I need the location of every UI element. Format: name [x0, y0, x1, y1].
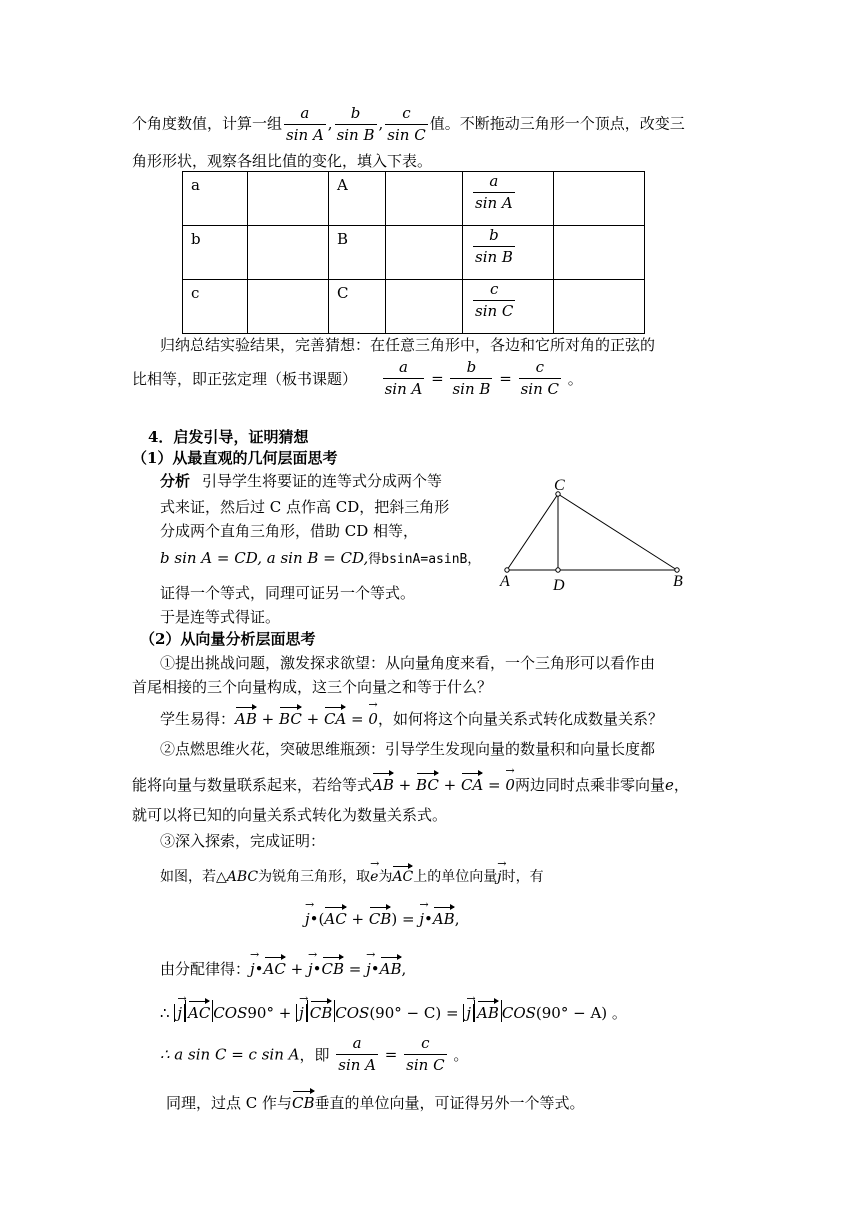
- analysis-line3: 分成两个直角三角形，借助 CD 相等，: [160, 522, 419, 540]
- fraction-b-sinB: $\frac{b}{\text{sin B}}$: [452, 358, 491, 398]
- cell-empty[interactable]: [386, 172, 463, 226]
- vector-BC: BC: [279, 706, 302, 728]
- vector-AB: AB: [235, 706, 257, 728]
- vector-e: → e: [370, 869, 378, 885]
- analysis-line1: 分析 引导学生将要证的连等式分成两个等: [160, 472, 443, 490]
- section-title: 4．启发引导，证明猜想: [148, 428, 309, 446]
- label-B: B: [673, 573, 683, 590]
- p1-line2: 首尾相接的三个向量构成，这三个向量之和等于什么？: [132, 678, 493, 696]
- table-row: [183, 280, 645, 334]
- analysis-line2: 式来证，然后过 C 点作高 CD，把斜三角形: [160, 498, 450, 516]
- p3-line: ③深入探索，完成证明：: [160, 832, 326, 850]
- table-row: [183, 172, 645, 226]
- last-line: 同理，过点 C 作与CB垂直的单位向量，可证得另外一个等式。: [166, 1090, 585, 1113]
- cell-angle: B: [329, 226, 386, 280]
- side-CB: [558, 494, 677, 570]
- triangle-figure: [495, 470, 695, 600]
- ratio-table: [182, 171, 645, 334]
- cell-empty[interactable]: [248, 226, 329, 280]
- zero-vector: → 0: [505, 776, 515, 794]
- cell-angle: A: [329, 172, 386, 226]
- label-A: A: [500, 573, 510, 590]
- zero-vector: → 0: [368, 710, 378, 728]
- para2-line2: 比相等，即正弦定理（板书课题） $\frac{a}{\text{sin A}}$ = $\frac{b}{\text{sin B}}$ = $\frac{c}{\text{sin C}}$ 。: [132, 358, 583, 398]
- cell-side: c: [183, 280, 248, 334]
- analysis-formula: b sin A = CD, a sin B = CD,得bsinA=asinB，: [160, 549, 481, 567]
- label-D: D: [553, 577, 565, 594]
- side-AC: [507, 494, 558, 570]
- cell-ratio: $\frac{b}{\text{sin B}}$: [463, 226, 554, 280]
- cell-ratio: $\frac{a}{\text{sin A}}$: [463, 172, 554, 226]
- cell-angle: C: [329, 280, 386, 334]
- label-C: C: [554, 477, 565, 494]
- cell-empty[interactable]: [248, 280, 329, 334]
- result-line: ∴ a sin C = c sin A，即 $\frac{a}{\text{sin A}}$ = $\frac{c}{\text{sin C}}$ 。: [160, 1034, 469, 1074]
- vector-j: → j: [497, 869, 501, 885]
- p2-line3: 就可以将已知的向量关系式转化为数量关系式。: [132, 806, 448, 824]
- analysis-line5: 证得一个等式，同理可证另一个等式。: [160, 584, 416, 602]
- vector-AB: AB: [372, 772, 394, 794]
- cell-empty[interactable]: [386, 226, 463, 280]
- cosine-line: ∴ → j AC COS90° + → j CB COS(90° − C) = → j AB COS(90° − A) 。: [160, 1000, 627, 1023]
- table-row: [183, 226, 645, 280]
- figure-statement: 如图，若△ABC为锐角三角形，取→ e为AC上的单位向量→ j时，有: [160, 865, 544, 886]
- vector-CA: CA: [461, 772, 483, 794]
- p1-line1: ①提出挑战问题，激发探求欲望：从向量角度来看，一个三角形可以看作由: [160, 654, 656, 672]
- fraction-c-sinC: $\frac{c}{\text{sin C}}$: [387, 104, 426, 144]
- text: 个角度数值，计算一组: [132, 114, 283, 133]
- easy-line: 学生易得：AB + BC + CA = → 0，如何将这个向量关系式转化成数量关系？: [160, 706, 663, 729]
- subsection-2: （2）从向量分析层面思考: [140, 630, 316, 648]
- cell-empty[interactable]: [554, 226, 645, 280]
- analysis-line6: 于是连等式得证。: [160, 608, 281, 626]
- cell-side: b: [183, 226, 248, 280]
- fraction-a-sinA: $\frac{a}{\text{sin A}}$: [286, 104, 324, 144]
- vector-CB: CB: [292, 1090, 315, 1112]
- fraction-b-sinB: $\frac{b}{\text{sin B}}$: [336, 104, 375, 144]
- vector-AC: AC: [392, 865, 413, 885]
- para1-line2: 角形形状，观察各组比值的变化，填入下表。: [132, 152, 433, 170]
- vector-CA: CA: [324, 706, 346, 728]
- fraction-a-sinA: $\frac{a}{\text{sin A}}$: [384, 358, 423, 398]
- text: 值。不断拖动三角形一个顶点，改变三: [429, 114, 685, 133]
- fraction-c-sinC: $\frac{c}{\text{sin C}}$: [520, 358, 559, 398]
- cell-side: a: [183, 172, 248, 226]
- cell-empty[interactable]: [386, 280, 463, 334]
- fraction-a-sinA: $\frac{a}{\text{sin A}}$: [338, 1034, 377, 1074]
- distributive-line: 由分配律得：→ j•AC + → j•CB = → j•AB,: [160, 956, 406, 979]
- vertex-B: [675, 568, 679, 572]
- cell-empty[interactable]: [554, 280, 645, 334]
- p2-line2: 能将向量与数量联系起来，若给等式AB + BC + CA = → 0两边同时点乘非零向量e，: [132, 772, 689, 795]
- vertex-A: [505, 568, 509, 572]
- fraction-c-sinC: $\frac{c}{\text{sin C}}$: [406, 1034, 445, 1074]
- p2-line1: ②点燃思维火花，突破思维瓶颈：引导学生发现向量的数量积和向量长度都: [160, 740, 656, 758]
- equation-1: → j•(AC + CB) = → j•AB,: [305, 906, 459, 928]
- vertex-D: [556, 568, 560, 572]
- cell-ratio: $\frac{c}{\text{sin C}}$: [463, 280, 554, 334]
- subsection-1: （1）从最直观的几何层面思考: [132, 449, 338, 467]
- para1-line1: 个角度数值，计算一组 $\frac{a}{\text{sin A}}$ , $\frac{b}{\text{sin B}}$ , $\frac{c}{\text{sin C}}$ 值。不断拖动三角形一个顶点，改变三: [132, 104, 685, 144]
- cell-empty[interactable]: [248, 172, 329, 226]
- vector-BC: BC: [416, 772, 439, 794]
- para2-line1: 归纳总结实验结果，完善猜想：在任意三角形中，各边和它所对角的正弦的: [160, 336, 656, 354]
- cell-empty[interactable]: [554, 172, 645, 226]
